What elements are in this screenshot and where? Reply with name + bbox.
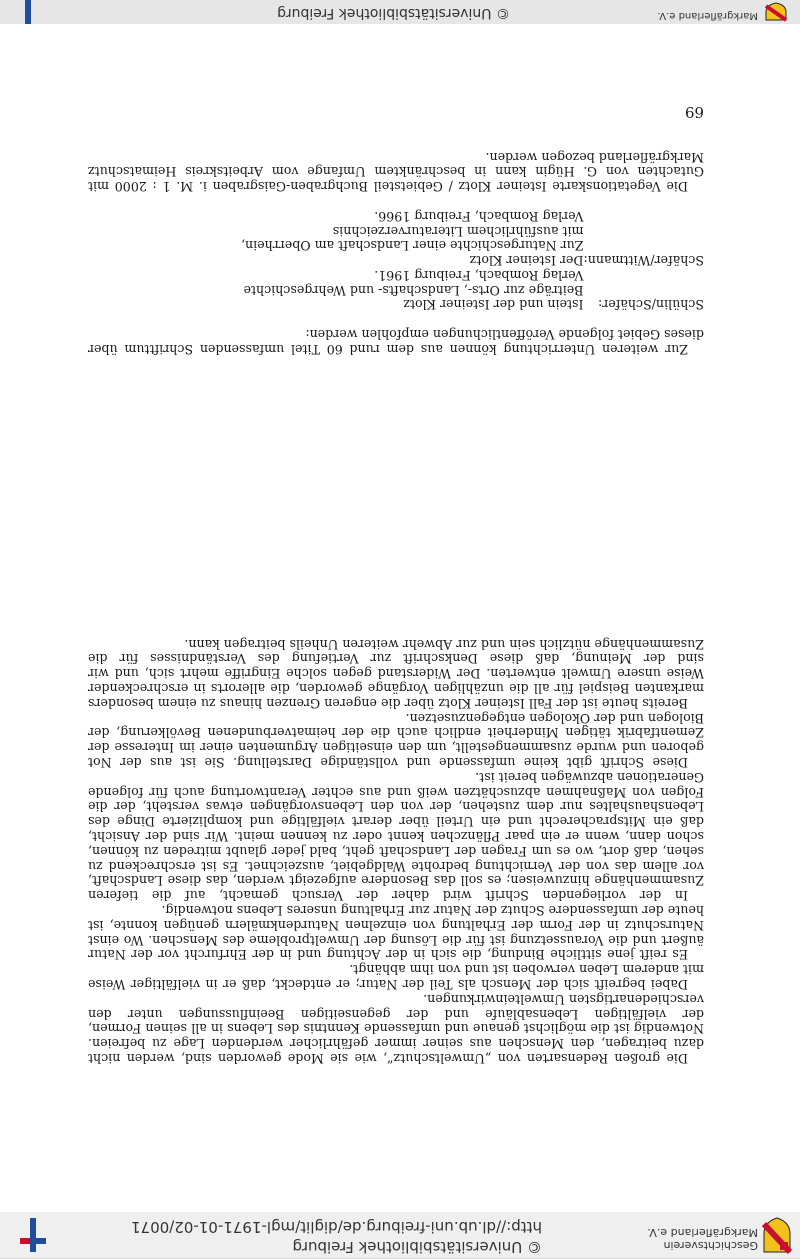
paragraph: In der vorliegenden Schrift wird daher der Versuch gemacht, auf die tieferen Zusammenhänge hinzuweisen; es soll das Besondere aufgezeigt werden, das diese Landschaft, vor allem das von der Vernichtung bedrohte Waldgebiet, auszeichnet. Es ist erschreckend zu sehen, daß dort, wo es um Fragen der Landschaft geht, bald jeder glaubt mitreden zu können, schon dann, wenn er ein paar Pflänzchen kennt oder zu kennen meint. Wir sind der Ansicht, daß ein Mitspracherecht und ein Urteil über derart vielfältige und komplizierte Dinge des Lebenshaushaltes nur dem zustehen, der von den Lebensvorgängen etwas versteht, der die Folgen von Maßnahmen abzuschätzen weiß und aus echter Verantwortung auch für folgende Generationen abzuwägen bereit ist. (88, 769, 704, 904)
reference-line: Istein und der Isteiner Klotz (403, 297, 584, 313)
reference-list (241, 208, 704, 312)
reference-line: Der Isteiner Klotz (469, 253, 584, 269)
reference-line: mit ausführlichem Literaturverzeichnis (332, 223, 584, 239)
paragraph: Diese Schrift gibt keine umfassende und vollständige Darstellung. Sie ist aus der Not geboren und wurde zusammengestellt, um den einseitigen Argumenten einer im Interesse der Zementfabrik tätigen Minderheit endlich auch die der heimatverbundenen Bevölkerung, der Biologen und der Ökologen entgegenzusetzen. (88, 710, 704, 771)
society-name: Markgräflerland e.V. (657, 10, 758, 21)
library-credit: © Universitätsbibliothek Freiburg (292, 1238, 542, 1256)
reference-entry (241, 208, 704, 267)
vegetation-map-note: Die Vegetationskarte Isteiner Klotz / Gebietsteil Buchgraben-Gaisgraben i. M. 1 : 2000 mit Gutachten von G. Hügin kann in beschränktem Umfange vom Arbeitskreis Heimatschutz Markgräflerland bezogen werden. (88, 149, 704, 195)
society-shield-icon (762, 1216, 792, 1254)
reference-line: Verlag Rombach, Freiburg 1961. (374, 267, 584, 283)
library-credit: © Universitätsbibliothek Freiburg (277, 5, 510, 21)
reference-authors: Schäfer/Wittmann: (583, 253, 704, 269)
page-body (88, 104, 704, 1065)
reference-authors: Schülin/Schäfer: (598, 297, 704, 313)
reference-line: Beiträge zur Orts-, Landschafts- und Wehrgeschichte (243, 282, 584, 298)
society-name: Geschichtsverein Markgräflerland e.V. (647, 1226, 758, 1252)
page-number: 69 (684, 103, 704, 122)
document-url-link[interactable]: http://dl.ub.uni-freiburg.de/diglit/mgl-1971-01-02/0071 (131, 1218, 542, 1236)
university-logo-icon (16, 0, 40, 24)
library-footer-bar (0, 0, 800, 24)
further-reading-intro: Zur weiteren Unterrichtung können aus dem rund 60 Titel umfassenden Schrifttum über dieses Gebiet folgende Veröffentlichungen empfohlen werden: (88, 327, 704, 357)
library-header-bar (0, 1212, 800, 1259)
university-logo-icon (18, 1216, 48, 1254)
document-page (0, 24, 800, 1213)
paragraph: Bereits heute ist der Fall Isteiner Klotz über die engeren Grenzen hinaus zu einem besonders markanten Beispiel für all die unzähligen Vorgänge geworden, die allerorts in erschreckender Weise unsere Umwelt entwerten. Der Widerstand gegen solche Eingriffe mehrt sich, und wir sind der Meinung, daß diese Denkschrift zur Vertiefung des Verständnisses für die Zusammenhänge nützlich sein und zur Abwehr weiteren Unheils beitragen kann. (88, 636, 704, 711)
reference-line: Zur Naturgeschichte einer Landschaft am Oberrhein, (241, 238, 584, 254)
reference-entry (241, 267, 704, 311)
paragraph: Es reift jene sittliche Bindung, die sich in der Achtung und in der Ehrfurcht vor der Natur äußert und die Voraussetzung ist für die Lösung der Umweltprobleme des Menschen. Wo einst Naturschutz in der Form der Erhaltung von einzelnen Naturdenkmälern genügen konnte, ist heute der umfassendere Schutz der Natur zur Erhaltung unseres Lebens notwendig. (88, 903, 704, 963)
paragraph: Dabei begreift sich der Mensch als Teil der Natur; er entdeckt, daß er in vielfältiger Weise mit anderem Leben verwoben ist und von ihm abhängt. (88, 962, 704, 993)
paragraph: Die großen Redensarten von „Umweltschutz“, wie sie Mode geworden sind, werden nicht dazu beitragen, den Menschen aus seiner immer gefährlicher werdenden Lage zu befreien. Notwendig ist die möglichst genaue und umfassende Kenntnis des Lebens in all seinen Formen, der vielfältigen Lebensabläufe und der gegenseitigen Beeinflussungen unter den verschiedenartigsten Umwelteinwirkungen. (88, 991, 704, 1066)
society-shield-icon (764, 2, 788, 22)
reference-line: Verlag Rombach, Freiburg 1966. (374, 208, 584, 224)
